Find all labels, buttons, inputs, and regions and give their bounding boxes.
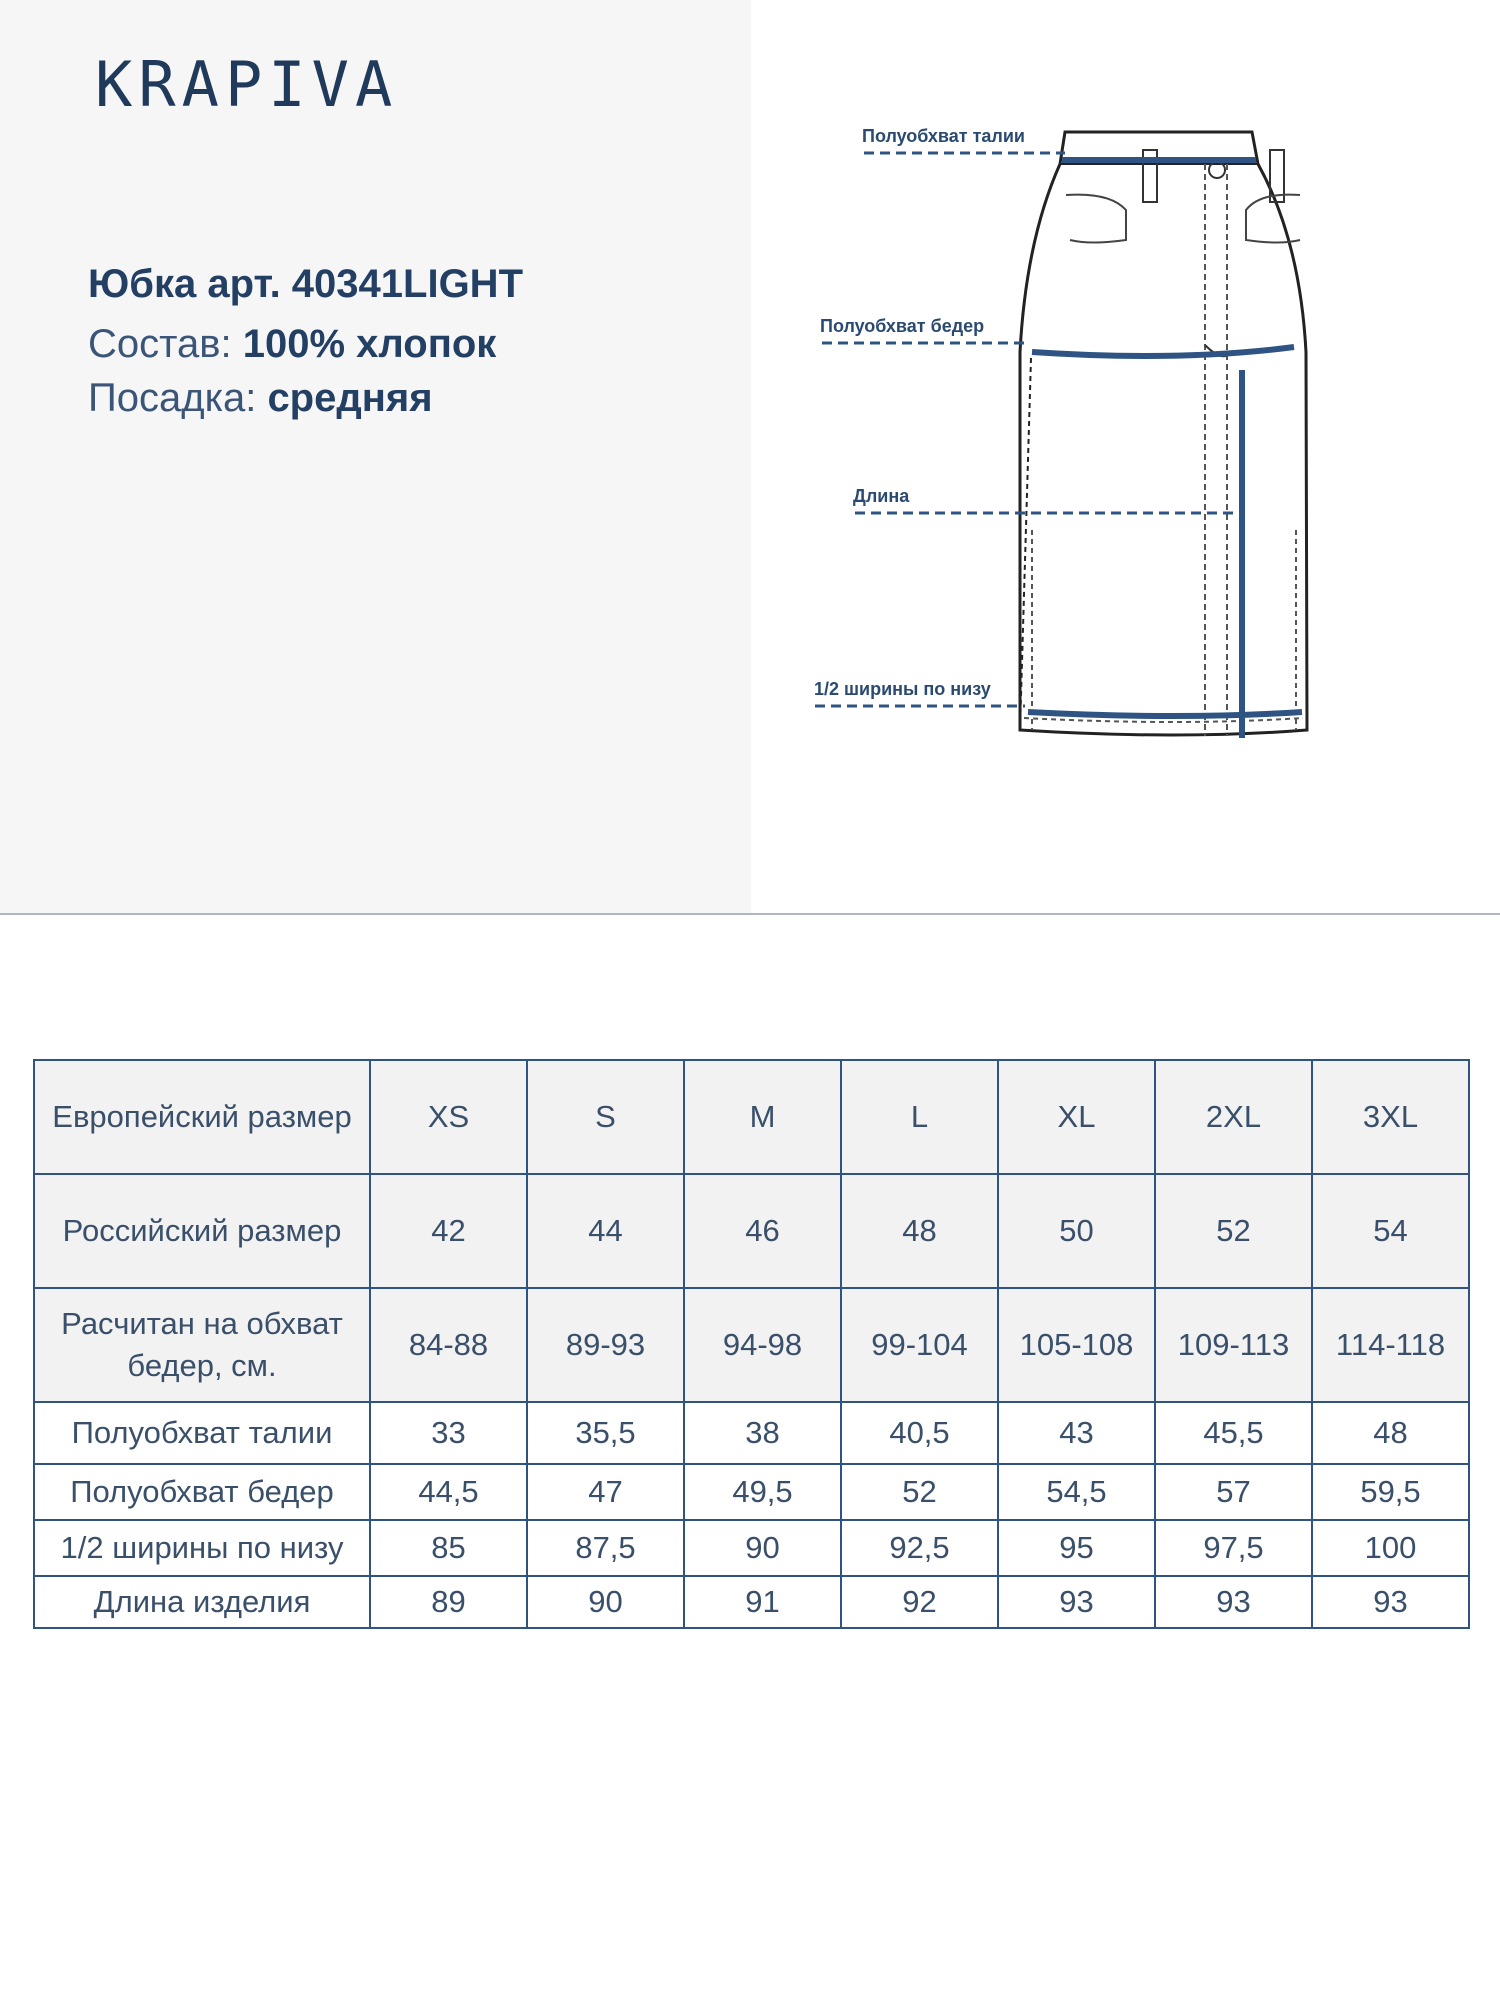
table-cell: 45,5 — [1155, 1402, 1312, 1464]
table-row-european — [34, 1060, 1469, 1174]
table-cell: 105-108 — [998, 1288, 1155, 1402]
table-cell: 3XL — [1312, 1060, 1469, 1174]
table-cell: 52 — [841, 1464, 998, 1520]
table-cell: 52 — [1155, 1174, 1312, 1288]
table-cell: 33 — [370, 1402, 527, 1464]
table-cell: 2XL — [1155, 1060, 1312, 1174]
table-cell: 91 — [684, 1576, 841, 1628]
table-cell: XS — [370, 1060, 527, 1174]
table-cell: 87,5 — [527, 1520, 684, 1576]
table-cell: M — [684, 1060, 841, 1174]
table-cell: 50 — [998, 1174, 1155, 1288]
table-cell: 84-88 — [370, 1288, 527, 1402]
table-cell: 97,5 — [1155, 1520, 1312, 1576]
table-cell: 90 — [527, 1576, 684, 1628]
table-cell: 40,5 — [841, 1402, 998, 1464]
table-cell: 99-104 — [841, 1288, 998, 1402]
table-cell: 85 — [370, 1520, 527, 1576]
table-row-length — [34, 1576, 1469, 1628]
size-table — [33, 1059, 1470, 1629]
hem-label: 1/2 ширины по низу — [814, 679, 991, 699]
product-fit: Посадка: средняя — [88, 376, 433, 420]
table-cell: 48 — [1312, 1402, 1469, 1464]
table-cell: 89 — [370, 1576, 527, 1628]
table-row-hips — [34, 1464, 1469, 1520]
table-cell: 92 — [841, 1576, 998, 1628]
row-header: Длина изделия — [34, 1576, 370, 1628]
row-header: Европейский размер — [34, 1060, 370, 1174]
table-cell: 46 — [684, 1174, 841, 1288]
table-row-russian — [34, 1174, 1469, 1288]
skirt-measurement-diagram — [780, 90, 1500, 790]
table-cell: 90 — [684, 1520, 841, 1576]
table-cell: 109-113 — [1155, 1288, 1312, 1402]
length-label: Длина — [853, 486, 910, 506]
product-article: Юбка арт. 40341LIGHT — [88, 262, 523, 306]
row-header: Расчитан на обхват бедер, см. — [34, 1288, 370, 1402]
table-cell: 92,5 — [841, 1520, 998, 1576]
table-cell: 95 — [998, 1520, 1155, 1576]
table-cell: L — [841, 1060, 998, 1174]
row-header: Российский размер — [34, 1174, 370, 1288]
table-cell: 48 — [841, 1174, 998, 1288]
brand-logo: KRAPIVA — [95, 48, 399, 121]
table-cell: 93 — [1312, 1576, 1469, 1628]
table-cell: 49,5 — [684, 1464, 841, 1520]
product-info-panel — [0, 0, 751, 913]
table-cell: 114-118 — [1312, 1288, 1469, 1402]
hips-measure-line — [1032, 347, 1294, 356]
table-row-hem — [34, 1520, 1469, 1576]
table-row-waist — [34, 1402, 1469, 1464]
hips-label: Полуобхват бедер — [820, 316, 985, 336]
table-cell: 89-93 — [527, 1288, 684, 1402]
row-header: 1/2 ширины по низу — [34, 1520, 370, 1576]
table-cell: 54,5 — [998, 1464, 1155, 1520]
table-cell: S — [527, 1060, 684, 1174]
table-cell: 42 — [370, 1174, 527, 1288]
row-header: Полуобхват талии — [34, 1402, 370, 1464]
row-header: Полуобхват бедер — [34, 1464, 370, 1520]
table-cell: 38 — [684, 1402, 841, 1464]
table-cell: 57 — [1155, 1464, 1312, 1520]
table-cell: 93 — [1155, 1576, 1312, 1628]
waist-label: Полуобхват талии — [862, 126, 1025, 146]
table-row-hips-range — [34, 1288, 1469, 1402]
table-cell: 94-98 — [684, 1288, 841, 1402]
table-cell: 54 — [1312, 1174, 1469, 1288]
table-cell: 35,5 — [527, 1402, 684, 1464]
table-cell: 93 — [998, 1576, 1155, 1628]
product-composition: Состав: 100% хлопок — [88, 322, 497, 366]
table-cell: 44,5 — [370, 1464, 527, 1520]
hem-measure-line — [1028, 712, 1302, 716]
section-divider — [0, 913, 1500, 915]
table-cell: 59,5 — [1312, 1464, 1469, 1520]
table-cell: XL — [998, 1060, 1155, 1174]
table-cell: 100 — [1312, 1520, 1469, 1576]
skirt-outline — [1020, 132, 1307, 735]
table-cell: 44 — [527, 1174, 684, 1288]
table-cell: 43 — [998, 1402, 1155, 1464]
table-cell: 47 — [527, 1464, 684, 1520]
